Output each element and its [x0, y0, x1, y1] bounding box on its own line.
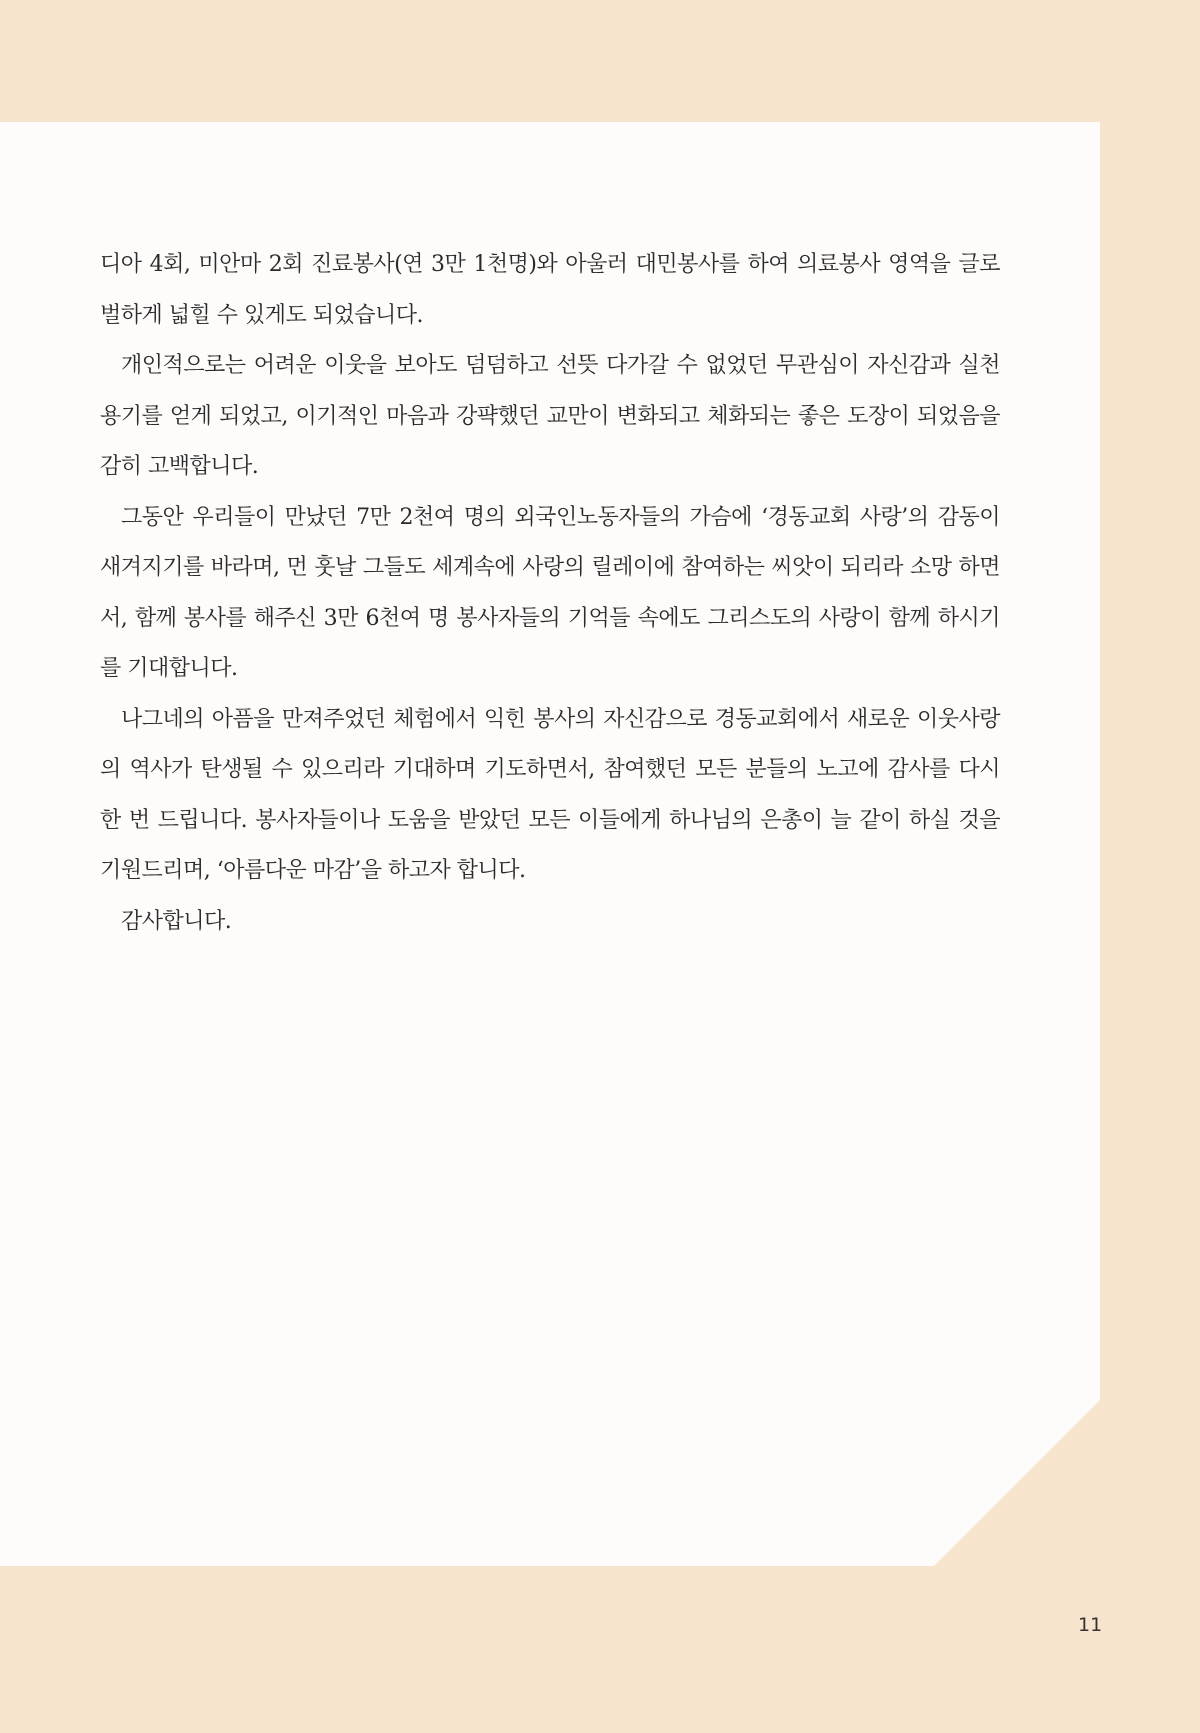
paragraph: 나그네의 아픔을 만져주었던 체험에서 익힌 봉사의 자신감으로 경동교회에서 새로운 이웃사랑의 역사가 탄생될 수 있으리라 기대하며 기도하면서, 참여했던 모든 분들의 노고에 감사를 다시 한 번 드립니다. 봉사자들이나 도움을 받았던 모든 이들에게 하나님의 은총이 늘 같이 하실 것을 기원드리며, ‘아름다운 마감’을 하고자 합니다. [100, 706, 1000, 883]
paragraph: 개인적으로는 어려운 이웃을 보아도 덤덤하고 선뜻 다가갈 수 없었던 무관심이 자신감과 실천 용기를 얻게 되었고, 이기적인 마음과 강퍅했던 교만이 변화되고 체화되는 좋은 도장이 되었음을 감히 고백합니다. [100, 353, 1000, 479]
paragraph: 감사합니다. [121, 908, 232, 934]
paragraph: 그동안 우리들이 만났던 7만 2천여 명의 외국인노동자들의 가슴에 ‘경동교회 사랑’의 감동이 새겨지기를 바라며, 먼 훗날 그들도 세계속에 사랑의 릴레이에 참여하는 씨앗이 되리라 소망 하면서, 함께 봉사를 해주신 3만 6천여 명 봉사자들의 기억들 속에도 그리스도의 사랑이 함께 하시기를 기대합니다. [100, 504, 1000, 681]
page-number: 11 [1078, 1614, 1103, 1636]
paragraph: 디아 4회, 미안마 2회 진료봉사(연 3만 1천명)와 아울러 대민봉사를 하여 의료봉사 영역을 글로벌하게 넓힐 수 있게도 되었습니다. [100, 252, 1000, 328]
body-text [100, 240, 1000, 947]
